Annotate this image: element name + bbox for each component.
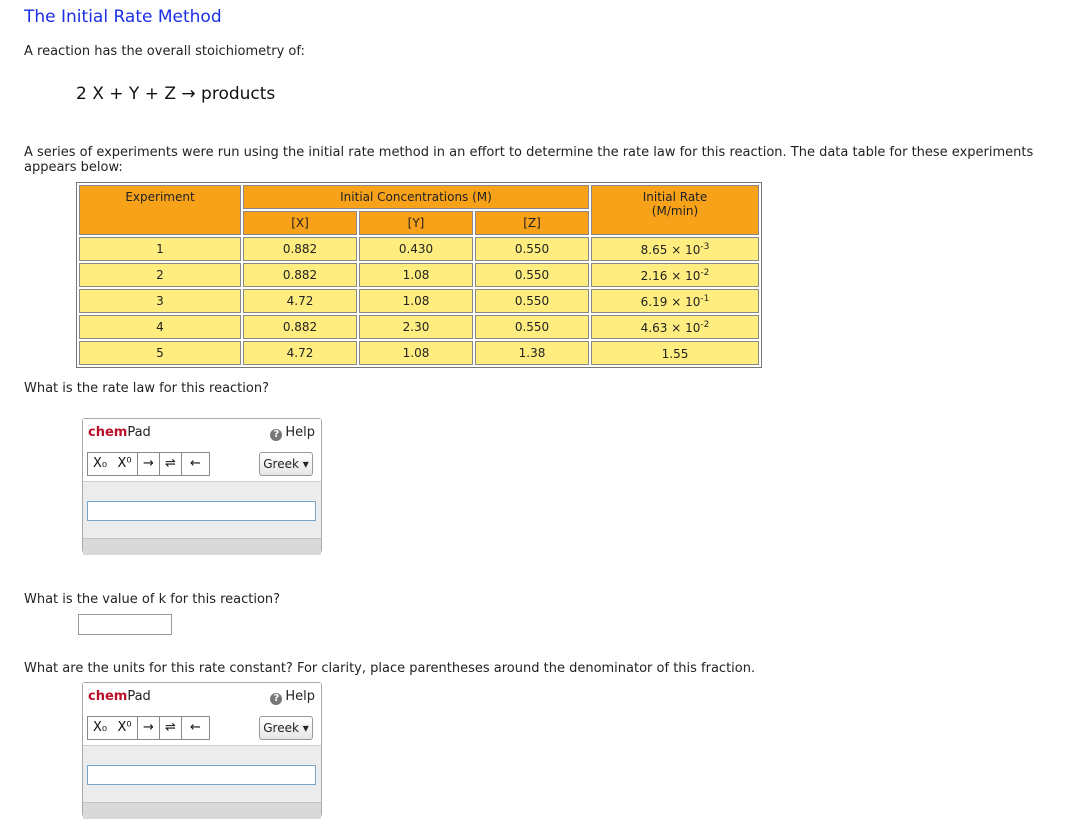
subscript-button[interactable]: X₀ [87,716,113,740]
chempad-brand-rest: Pad [127,425,151,440]
chempad-brand-bold: chem [88,425,128,440]
chempad-brand [88,689,151,704]
rate-header-unit: (M/min) [651,204,699,218]
arrow-left-button[interactable]: ← [182,452,210,476]
exp-cell: 4 [79,315,241,339]
rate-exponent: -2 [700,267,710,278]
table-row [79,237,759,261]
rate-base: 4.63 × 10 [640,320,701,335]
z-cell: 0.550 [475,263,589,287]
z-cell: 0.550 [475,315,589,339]
rate-cell [591,237,759,261]
table-row [79,263,759,287]
question-k-value: What is the value of k for this reaction? [24,592,281,607]
chempad-units [82,682,322,817]
arrow-right-button[interactable]: → [138,452,160,476]
table-row [79,315,759,339]
chempad-toolbar [83,683,321,746]
y-cell: 1.08 [359,289,473,313]
chempad-footer [83,538,321,555]
y-cell: 2.30 [359,315,473,339]
help-icon: ? [270,693,282,705]
greek-dropdown[interactable]: Greek ▾ [259,716,313,740]
chempad-toolbar [83,419,321,482]
help-button[interactable] [270,425,315,441]
chempad-brand [88,425,151,440]
chempad-brand-rest: Pad [127,689,151,704]
chempad-input-area [83,482,321,538]
exp-cell: 5 [79,341,241,365]
z-cell: 1.38 [475,341,589,365]
rate-cell [591,341,759,365]
exp-cell: 1 [79,237,241,261]
z-cell: 0.550 [475,237,589,261]
x-header: [X] [243,211,357,235]
superscript-button[interactable]: X⁰ [112,716,138,740]
arrow-right-button[interactable]: → [138,716,160,740]
intro-text: A reaction has the overall stoichiometry of: [24,44,305,59]
question-units: What are the units for this rate constant? For clarity, place parentheses around the denominator of this fraction. [24,661,756,676]
rate-cell [591,263,759,287]
help-label: Help [285,425,315,440]
chempad-brand-bold: chem [88,689,128,704]
rate-base: 8.65 × 10 [640,242,701,257]
superscript-button[interactable]: X⁰ [112,452,138,476]
z-header: [Z] [475,211,589,235]
rate-header-label: Initial Rate [642,190,708,204]
x-cell: 0.882 [243,315,357,339]
chempad-input-area [83,746,321,802]
y-cell: 1.08 [359,341,473,365]
x-cell: 0.882 [243,237,357,261]
table-row [79,289,759,313]
rate-exponent: -1 [700,293,710,304]
chempad-rate-law [82,418,322,553]
y-header: [Y] [359,211,473,235]
rate-cell [591,315,759,339]
question-rate-law: What is the rate law for this reaction? [24,381,269,396]
page-title: The Initial Rate Method [24,7,222,27]
arrow-left-button[interactable]: ← [182,716,210,740]
rate-base: 1.55 [661,346,689,361]
reaction-equation: 2 X + Y + Z → products [76,84,276,104]
equilibrium-arrow-button[interactable]: ⇌ [160,716,182,740]
rate-exponent: -2 [700,319,710,330]
experiment-header: Experiment [79,185,241,235]
equilibrium-arrow-button[interactable]: ⇌ [160,452,182,476]
rate-exponent: -3 [700,241,710,252]
exp-cell: 3 [79,289,241,313]
conc-header: Initial Concentrations (M) [243,185,589,209]
subscript-button[interactable]: X₀ [87,452,113,476]
rate-header [591,185,759,235]
data-table [76,182,762,368]
help-button[interactable] [270,689,315,705]
k-value-input[interactable] [78,614,172,635]
series-text: A series of experiments were run using the initial rate method in an effort to determine the rate law for this reaction. The data table for these experiments appears below: [24,145,1034,175]
y-cell: 1.08 [359,263,473,287]
x-cell: 4.72 [243,289,357,313]
x-cell: 0.882 [243,263,357,287]
table-row [79,341,759,365]
exp-cell: 2 [79,263,241,287]
rate-law-input[interactable] [87,501,316,521]
chempad-footer [83,802,321,819]
y-cell: 0.430 [359,237,473,261]
greek-dropdown[interactable]: Greek ▾ [259,452,313,476]
rate-base: 6.19 × 10 [640,294,701,309]
help-label: Help [285,689,315,704]
rate-base: 2.16 × 10 [640,268,701,283]
x-cell: 4.72 [243,341,357,365]
help-icon: ? [270,429,282,441]
z-cell: 0.550 [475,289,589,313]
rate-cell [591,289,759,313]
units-input[interactable] [87,765,316,785]
